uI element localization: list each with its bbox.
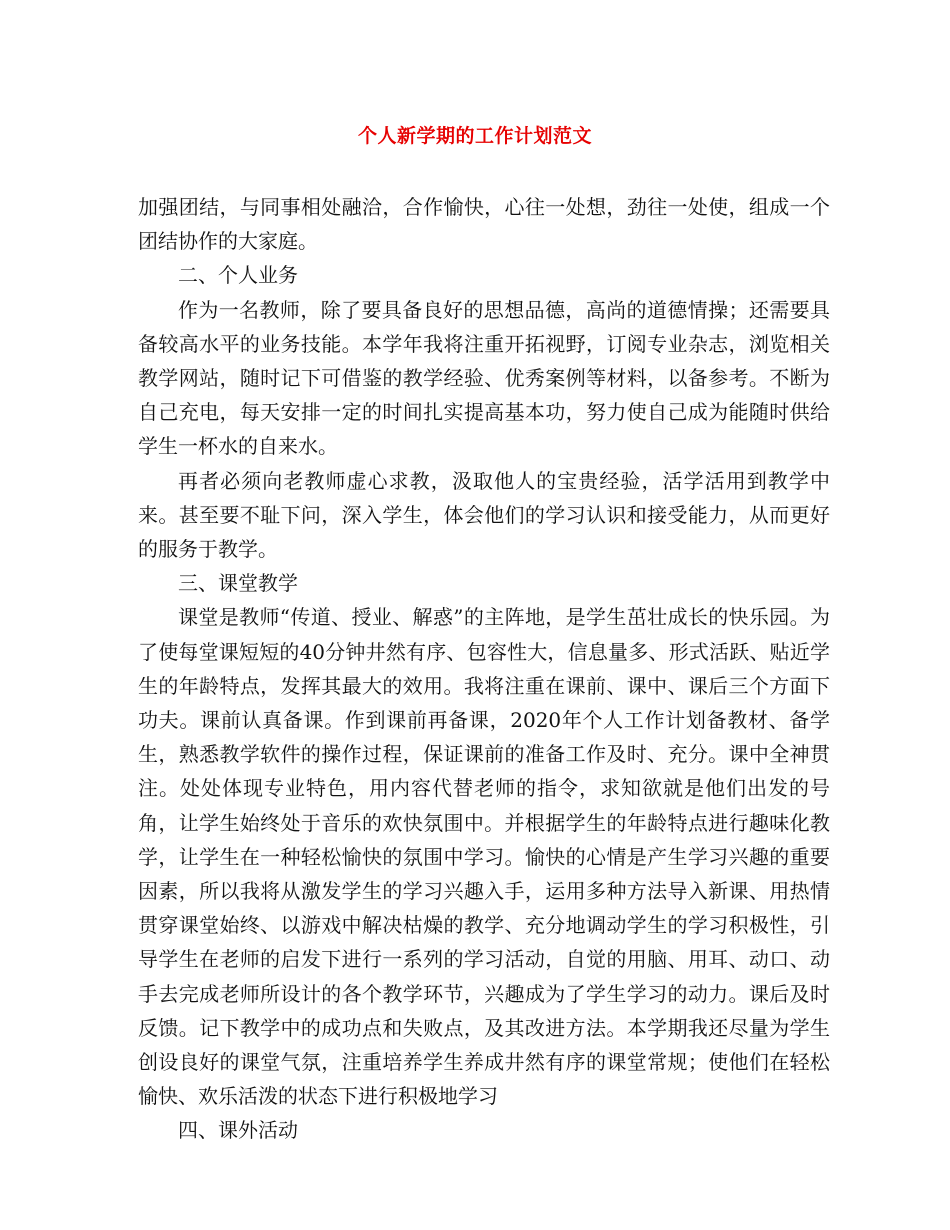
section-heading-classroom-teaching: 三、课堂教学 xyxy=(178,571,298,596)
paragraph-classroom-teaching: 课堂是教师“传道、授业、解惑”的主阵地，是学生茁壮成长的快乐园。为了使每堂课短短的40分钟井然有序、包容性大，信息量多、形式活跃、贴近学生的年龄特点，发挥其最大的效用。我将注重在课前、课中、课后三个方面下功夫。课前认真备课。作到课前再备课，2020年个人工作计划备教材、备学生，熟悉教学软件的操作过程，保证课前的准备工作及时、充分。课中全神贯注。处处体现专业特色，用内容代替老师的指令，求知欲就是他们出发的号角，让学生始终处于音乐的欢快氛围中。并根据学生的年龄特点进行趣味化教学，让学生在一种轻松愉快的氛围中学习。愉快的心情是产生学习兴趣的重要因素，所以我将从激发学生的学习兴趣入手，运用多种方法导入新课、用热情贯穿课堂始终、以游戏中解决枯燥的教学、充分地调动学生的学习积极性，引导学生在老师的启发下进行一系列的学习活动，自觉的用脑、用耳、动口、动手去完成老师所设计的各个教学环节，兴趣成为了学生学习的动力。课后及时反馈。记下教学中的成功点和失败点，及其改进方法。本学期我还尽量为学生创设良好的课堂气氛，注重培养学生养成井然有序的课堂常规；使他们在轻松愉快、欢乐活泼的状态下进行积极地学习 xyxy=(138,605,830,1109)
paragraph-continuation: 加强团结，与同事相处融洽，合作愉快，心往一处想，劲往一处使，组成一个团结协作的大家庭。 xyxy=(138,195,830,254)
paragraph-personal-work: 作为一名教师，除了要具备良好的思想品德，高尚的道德情操；还需要具备较高水平的业务技能。本学年我将注重开拓视野，订阅专业杂志，浏览相关教学网站，随时记下可借鉴的教学经验、优秀案例等材料，以备参考。不断为自己充电，每天安排一定的时间扎实提高基本功，努力使自己成为能随时供给学生一杯水的自来水。 xyxy=(138,297,830,459)
section-heading-extracurricular: 四、课外活动 xyxy=(178,1118,298,1143)
paragraph-learn-from-teachers: 再者必须向老教师虚心求教，汲取他人的宝贵经验，活学活用到教学中来。甚至要不耻下问，深入学生，体会他们的学习认识和接受能力，从而更好的服务于教学。 xyxy=(138,468,830,562)
document-title: 个人新学期的工作计划范文 xyxy=(357,125,592,147)
document-body xyxy=(138,190,830,1148)
section-heading-personal-work: 二、个人业务 xyxy=(178,263,298,288)
